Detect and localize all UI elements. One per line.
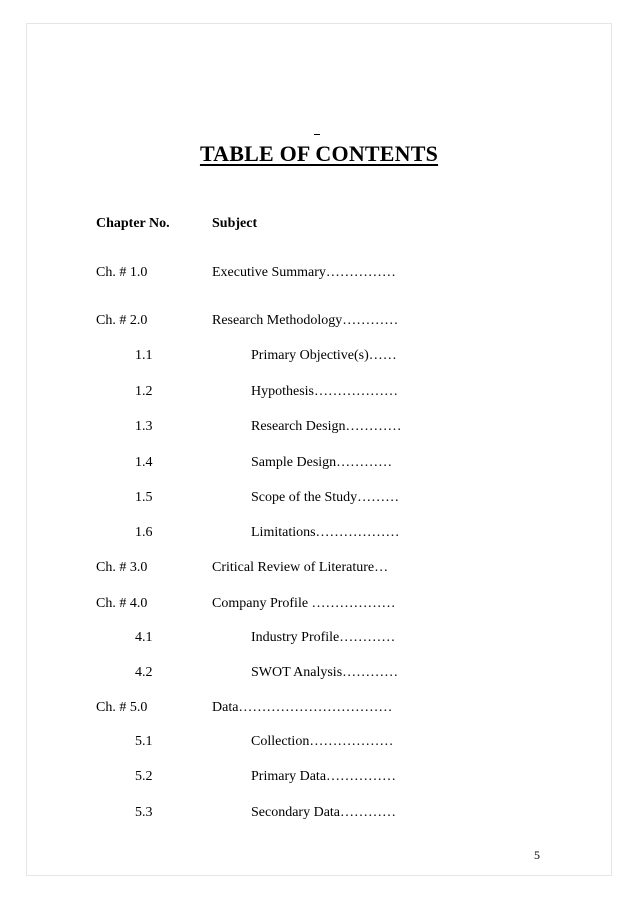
- chapter-subject: Data……………………………: [212, 700, 393, 715]
- chapter-subject: Executive Summary……………: [212, 265, 396, 280]
- section-subject: Primary Objective(s)……: [251, 348, 397, 363]
- section-subject: Industry Profile…………: [251, 630, 396, 645]
- page-number: 5: [534, 848, 540, 862]
- title-mark: [314, 134, 320, 135]
- section-subject: Scope of the Study………: [251, 490, 400, 505]
- section-subject: Limitations………………: [251, 525, 400, 540]
- section-number: 1.4: [135, 455, 153, 470]
- page-title: TABLE OF CONTENTS: [199, 141, 439, 166]
- section-number: 5.3: [135, 805, 153, 820]
- chapter-number: Ch. # 5.0: [96, 700, 148, 715]
- section-number: 1.3: [135, 419, 153, 434]
- section-number: 1.5: [135, 490, 153, 505]
- section-subject: Hypothesis………………: [251, 384, 398, 399]
- chapter-number: Ch. # 2.0: [96, 313, 148, 328]
- section-subject: Primary Data……………: [251, 769, 397, 784]
- chapter-subject: Research Methodology…………: [212, 313, 399, 328]
- header-subject: Subject: [212, 216, 258, 231]
- section-number: 1.6: [135, 525, 153, 540]
- chapter-number: Ch. # 1.0: [96, 265, 148, 280]
- chapter-subject: Company Profile ………………: [212, 596, 396, 611]
- section-number: 1.2: [135, 384, 153, 399]
- section-number: 4.1: [135, 630, 153, 645]
- header-chapter-no: Chapter No.: [96, 216, 170, 231]
- section-subject: Sample Design…………: [251, 455, 393, 470]
- section-subject: SWOT Analysis…………: [251, 665, 399, 680]
- section-number: 1.1: [135, 348, 153, 363]
- section-number: 4.2: [135, 665, 153, 680]
- chapter-number: Ch. # 4.0: [96, 596, 148, 611]
- section-subject: Collection………………: [251, 734, 394, 749]
- chapter-number: Ch. # 3.0: [96, 560, 148, 575]
- section-number: 5.1: [135, 734, 153, 749]
- section-subject: Research Design…………: [251, 419, 402, 434]
- section-subject: Secondary Data…………: [251, 805, 397, 820]
- section-number: 5.2: [135, 769, 153, 784]
- chapter-subject: Critical Review of Literature…: [212, 560, 389, 575]
